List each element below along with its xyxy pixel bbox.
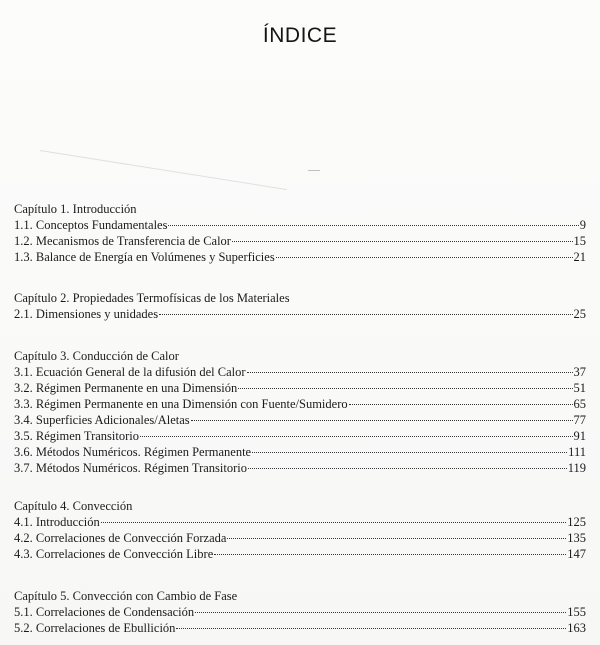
- entry-page-number: 111: [568, 445, 586, 459]
- entry-label: 1.2. Mecanismos de Transferencia de Calor: [14, 234, 231, 248]
- entry-page-number: 65: [573, 397, 586, 411]
- dot-leader: [247, 372, 573, 373]
- entry-page-number: 21: [573, 250, 586, 264]
- entry-page-number: 37: [573, 365, 586, 379]
- dot-leader: [232, 241, 573, 242]
- entry-label: 3.4. Superficies Adicionales/Aletas: [14, 413, 190, 427]
- toc-entry[interactable]: [14, 380, 586, 396]
- toc-entry[interactable]: [14, 233, 586, 249]
- entry-page-number: 125: [567, 515, 586, 529]
- toc-chapter-5: [14, 588, 586, 636]
- dot-leader: [101, 522, 567, 523]
- page-title: ÍNDICE: [262, 24, 338, 47]
- entry-page-number: 163: [567, 621, 586, 635]
- toc-entry[interactable]: [14, 217, 586, 233]
- entry-label: 3.3. Régimen Permanente en una Dimensión con Fuente/Sumidero: [14, 397, 348, 411]
- entry-label: 3.7. Métodos Numéricos. Régimen Transitorio: [14, 461, 247, 475]
- toc-entry[interactable]: [14, 604, 586, 620]
- toc-entry[interactable]: [14, 412, 586, 428]
- entry-page-number: 77: [573, 413, 586, 427]
- toc-entry[interactable]: [14, 546, 586, 562]
- dot-leader: [238, 388, 572, 389]
- entry-label: 2.1. Dimensiones y unidades: [14, 307, 159, 321]
- entry-label: 4.3. Correlaciones de Convección Libre: [14, 547, 214, 561]
- entry-label: 1.1. Conceptos Fundamentales: [14, 218, 168, 232]
- toc-entry[interactable]: [14, 396, 586, 412]
- entry-page-number: 135: [567, 531, 586, 545]
- entry-label: 3.6. Métodos Numéricos. Régimen Permanente: [14, 445, 252, 459]
- toc-entry[interactable]: [14, 514, 586, 530]
- chapter-heading: Capítulo 1. Introducción: [14, 202, 137, 216]
- dot-leader: [349, 404, 573, 405]
- dot-leader: [140, 436, 572, 437]
- toc-chapter-4: [14, 498, 586, 562]
- entry-label: 4.2. Correlaciones de Convección Forzada: [14, 531, 227, 545]
- toc-chapter-1: [14, 201, 586, 265]
- entry-label: 5.2. Correlaciones de Ebullición: [14, 621, 176, 635]
- entry-label: 5.1. Correlaciones de Condensación: [14, 605, 195, 619]
- entry-label: 4.1. Introducción: [14, 515, 100, 529]
- entry-page-number: 155: [567, 605, 586, 619]
- dot-leader: [227, 538, 566, 539]
- dot-leader: [176, 628, 566, 629]
- entry-page-number: 15: [573, 234, 586, 248]
- toc-entry[interactable]: [14, 364, 586, 380]
- entry-label: 3.2. Régimen Permanente en una Dimensión: [14, 381, 238, 395]
- dot-leader: [159, 314, 572, 315]
- entry-label: 3.1. Ecuación General de la difusión del Calor: [14, 365, 246, 379]
- toc-entry[interactable]: [14, 249, 586, 265]
- entry-page-number: 91: [573, 429, 586, 443]
- entry-page-number: 9: [579, 218, 586, 232]
- entry-label: 3.5. Régimen Transitorio: [14, 429, 140, 443]
- entry-label: 1.3. Balance de Energía en Volúmenes y Superficies: [14, 250, 275, 264]
- dot-leader: [252, 452, 567, 453]
- chapter-heading: Capítulo 3. Conducción de Calor: [14, 349, 179, 363]
- toc-entry[interactable]: [14, 460, 586, 476]
- dot-leader: [276, 257, 573, 258]
- chapter-heading: Capítulo 4. Convección: [14, 499, 133, 513]
- scan-smudge: [40, 150, 287, 190]
- toc-entry[interactable]: [14, 306, 586, 322]
- entry-page-number: 147: [567, 547, 586, 561]
- entry-page-number: 25: [573, 307, 586, 321]
- dot-leader: [195, 612, 566, 613]
- toc-chapter-3: [14, 348, 586, 476]
- toc-entry[interactable]: [14, 444, 586, 460]
- entry-page-number: 51: [573, 381, 586, 395]
- toc-entry[interactable]: [14, 428, 586, 444]
- chapter-heading: Capítulo 5. Convección con Cambio de Fase: [14, 589, 238, 603]
- toc-entry[interactable]: [14, 530, 586, 546]
- dot-leader: [248, 468, 567, 469]
- chapter-heading: Capítulo 2. Propiedades Termofísicas de los Materiales: [14, 291, 290, 305]
- toc-chapter-2: [14, 290, 586, 322]
- entry-page-number: 119: [567, 461, 586, 475]
- dot-leader: [168, 225, 578, 226]
- dot-leader: [191, 420, 573, 421]
- dot-leader: [214, 554, 566, 555]
- scan-smudge: [308, 170, 320, 171]
- toc-entry[interactable]: [14, 620, 586, 636]
